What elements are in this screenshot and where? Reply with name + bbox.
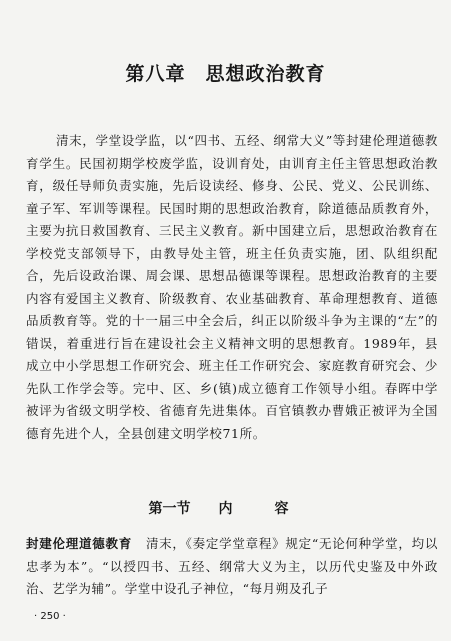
page-number: · 250 · xyxy=(34,611,66,622)
chapter-heading: 思想政治教育 xyxy=(205,62,326,85)
section-title xyxy=(0,498,451,518)
chapter-title xyxy=(0,59,451,86)
chapter-label: 第八章 xyxy=(125,62,186,85)
intro-paragraph-text: 清末，学堂设学监，以“四书、五经、纲常大义”等封建伦理道德教育学生。民国初期学校废学监，设训育处，由训育主任主管思想政治教育，级任导师负责实施，先后设读经、修身、公民、党义、公民训练、童子军、军训等课程。民国时期的思想政治教育，除道德品质教育外，主要为抗日救国教育、三民主义教育。新中国建立后，思想政治教育在学校党支部领导下，由教导处主管，班主任负责实施，团、队组织配合，先后设政治课、周会课、思想品德课等课程。思想政治教育的主要内容有爱国主义教育、阶级教育、农业基础教育、革命理想教育、道德品质教育等。党的十一届三中全会后，纠正以阶级斗争为主课的“左”的错误，着重进行旨在建设社会主义精神文明的思想教育。1989年，县成立中小学思想工作研究会、班主任工作研究会、家庭教育研究会、少先队工作学会等。完中、区、乡(镇)成立德育工作领导小组。春晖中学被评为省级文明学校、省德育先进集体。百官镇教办曹娥正被评为全国德育先进个人，全县创建文明学校71所。 xyxy=(26,133,438,441)
topic-paragraph xyxy=(26,533,438,601)
section-heading: 内 容 xyxy=(218,500,303,517)
topic-text: 清末，《奏定学堂章程》规定“无论何种学堂，均以忠孝为本”。“以授四书、五经、纲常大义为主，以历代史鉴及中外政治、艺学为辅”。学堂中设孔子神位，“每月朔及孔子 xyxy=(26,536,438,596)
intro-paragraph xyxy=(26,130,438,445)
section-label: 第一节 xyxy=(148,500,191,517)
topic-heading: 封建伦理道德教育 xyxy=(26,536,132,551)
